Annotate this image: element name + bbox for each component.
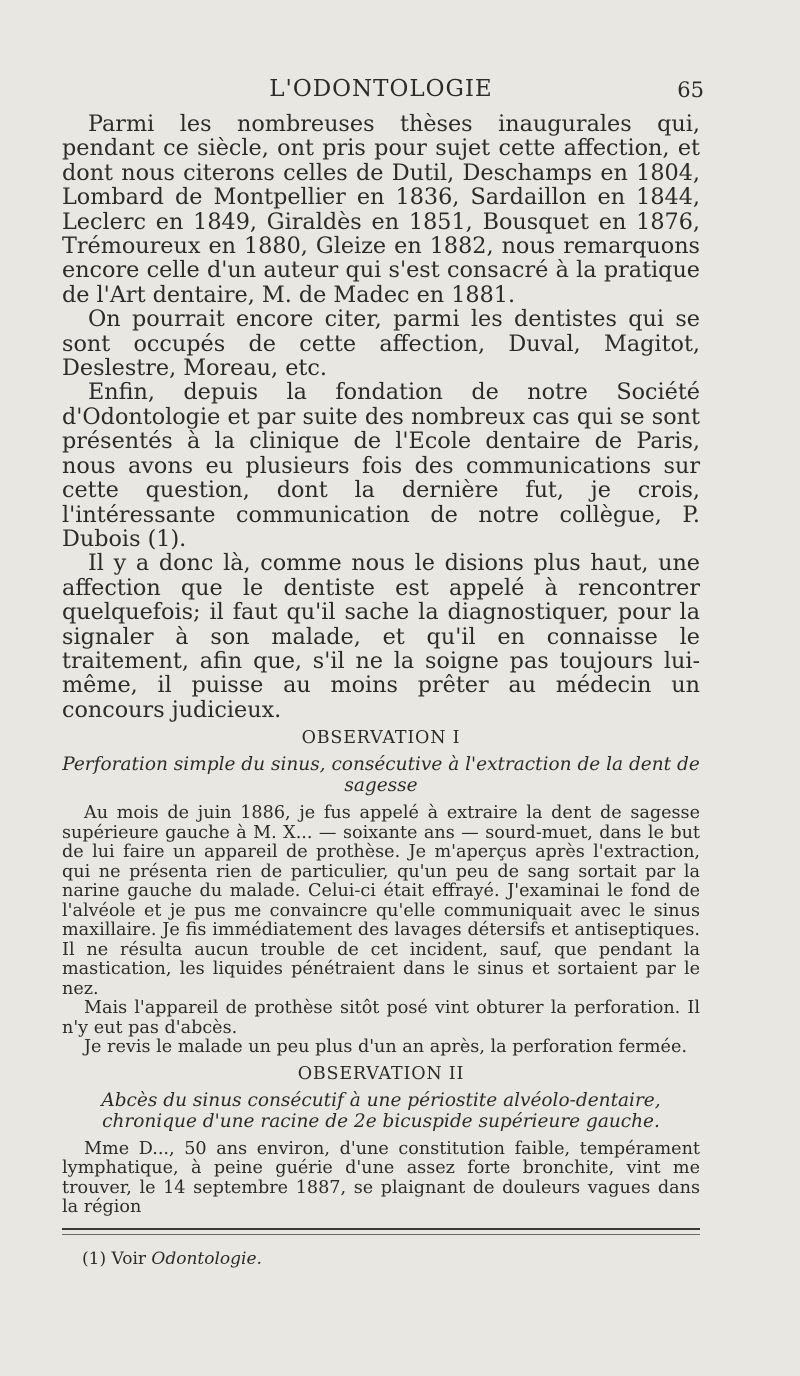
footnote: [62, 1249, 700, 1269]
footnote-rule: [62, 1228, 700, 1230]
observation-2-text: [62, 1140, 700, 1218]
intro-text: [62, 112, 700, 722]
footnote-rule-thin: [62, 1234, 700, 1235]
paragraph: Au mois de juin 1886, je fus appelé à extraire la dent de sagesse supérieure gauche à M. X... — soixante ans — sourd-muet, dans le but de lui faire un appareil de prothèse. Je m'aperçus après l'extraction, qui ne présenta rien de particulier, qu'un peu de sang sortait par la narine gauche du malade. Celui-ci était effrayé. J'examinai le fond de l'alvéole et je pus me convaincre qu'elle communiquait avec le sinus maxillaire. Je fis immédiatement des lavages détersifs et antiseptiques. Il ne résulta aucun trouble de cet incident, sauf, que pendant la mastication, les liquides pénétraient dans le sinus et sortaient par le nez.: [62, 803, 700, 999]
page-header: [62, 72, 704, 112]
paragraph: Parmi les nombreuses thèses inaugurales qui, pendant ce siècle, ont pris pour sujet cette affection, et dont nous citerons celles de Dutil, Deschamps en 1804, Lombard de Montpellier en 1836, Sardaillon en 1844, Leclerc en 1849, Giraldès en 1851, Bousquet en 1876, Trémoureux en 1880, Gleize en 1882, nous remarquons encore celle d'un auteur qui s'est consacré à la pratique de l'Art dentaire, M. de Madec en 1881.: [62, 111, 700, 308]
footnote-marker: (1): [82, 1248, 107, 1269]
running-title: L'ODONTOLOGIE: [269, 76, 493, 102]
paragraph: Enfin, depuis la fondation de notre Société d'Odontologie et par suite des nombreux cas qui se sont présentés à la clinique de l'Ecole dentaire de Paris, nous avons eu plusieurs fois des communications sur cette question, dont la dernière fut, je crois, l'intéressante communication de notre collègue, P. Dubois (1).: [62, 379, 700, 552]
paragraph: Il y a donc là, comme nous le disions plus haut, une affection que le dentiste est appelé à rencontrer quelquefois; il faut qu'il sache la diagnostiquer, pour la signaler à son malade, et qu'il en connaisse le traitement, afin que, s'il ne la soigne pas toujours lui-même, il puisse au moins prêter au médecin un concours judicieux.: [62, 550, 700, 723]
paragraph: Mais l'appareil de prothèse sitôt posé vint obturer la perforation. Il n'y eut pas d'abcès.: [62, 998, 700, 1038]
footnote-text: Voir: [111, 1248, 147, 1269]
observation-1-subtitle: Perforation simple du sinus, consécutive à l'extraction de la dent de sagesse: [62, 754, 700, 797]
paragraph: Je revis le malade un peu plus d'un an après, la perforation fermée.: [84, 1037, 687, 1058]
footnote-ref-title: Odontologie.: [151, 1248, 262, 1269]
observation-2-heading: OBSERVATION II: [297, 1063, 465, 1084]
document-page: [62, 72, 704, 1269]
paragraph: On pourrait encore citer, parmi les dentistes qui se sont occupés de cette affection, Duval, Magitot, Deslestre, Moreau, etc.: [62, 306, 700, 382]
observation-1-text: [62, 804, 700, 1058]
observation-1-heading: OBSERVATION I: [301, 728, 461, 749]
observation-2-subtitle: Abcès du sinus consécutif à une périostite alvéolo-dentaire, chronique d'une racine de 2e bicuspide supérieure gauche.: [101, 1089, 661, 1132]
page-number: 65: [677, 78, 704, 102]
paragraph: Mme D..., 50 ans environ, d'une constitution faible, tempérament lymphatique, à peine guérie d'une assez forte bronchite, vint me trouver, le 14 septembre 1887, se plaignant de douleurs vagues dans la région: [62, 1138, 700, 1218]
